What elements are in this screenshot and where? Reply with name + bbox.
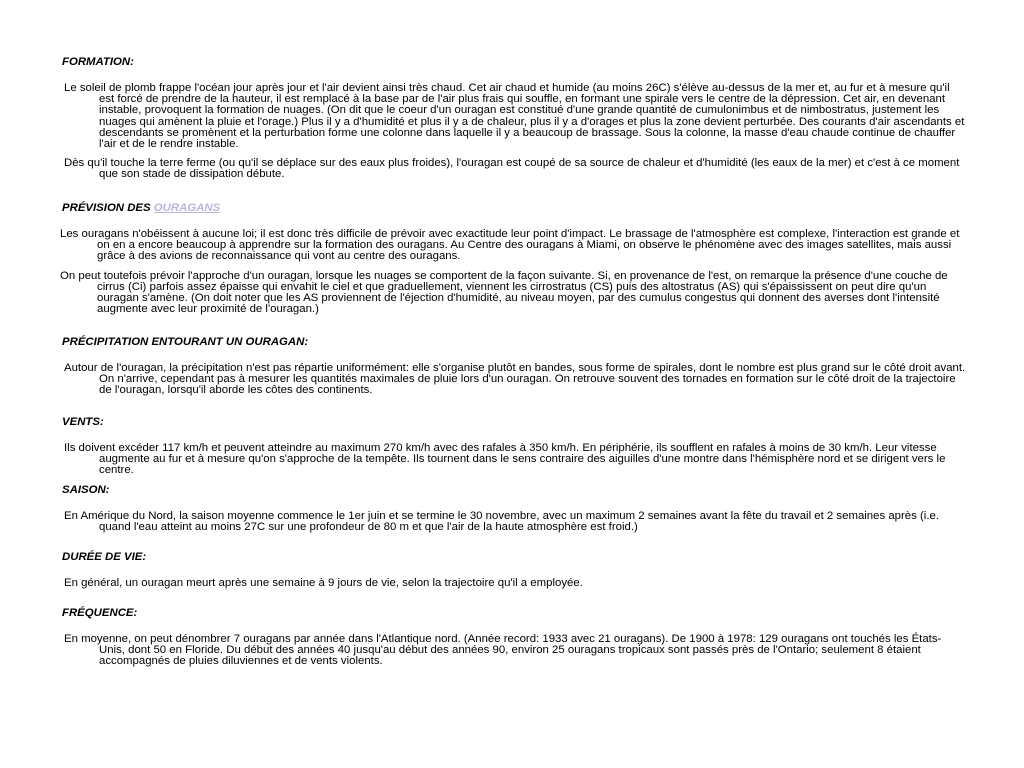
paragraph: En général, un ouragan meurt après une semaine à 9 jours de vie, selon la trajectoire qu'il a employée. [64,577,583,589]
section-vents [62,416,967,485]
paragraph: Le soleil de plomb frappe l'océan jour après jour et l'air devient ainsi très chaud. Cet air chaud et humide (au moins 26C) s'élève au-dessus de la mer et, au fur et à mesure qu'il est forcé de prendre de la hauteur, il est remplacé à la base par de l'air plus frais qui souffle, en formant une spirale vers le centre de la dépression. Cet air, en devenant instable, provoquent la formation de nuages. (On dit que le coeur d'un ouragan est constitué d'une grande quantité de cumulonimbus et de nimbostratus, justement les nuages qui amènent la pluie et l'orage.) Plus il y a d'humidité et plus il y a de chaleur, plus il y a d'orages et plus la zone devient perturbée. Des courants d'air ascendants et descendants se promènent et la perturbation forme une colonne dans laquelle il y a beaucoup de brassage. Sous la colonne, la masse d'eau chaude continue de chauffer l'air et de le rendre instable. [64,82,965,151]
section-precipitation [62,336,967,405]
paragraph: En moyenne, on peut dénombrer 7 ouragans par année dans l'Atlantique nord. (Année record: 1933 avec 21 ouragans). De 1900 à 1978: 129 ouragans ont touchés les États-Unis, dont 50 en Floride. Du début des années 40 jusqu'au début des années 90, environ 25 ouragans tropicaux sont passés près de l'Ontario; seulement 8 étaient accompagnés de pluies diluviennes et de vents violents. [64,633,942,668]
section-heading: PRÉCIPITATION ENTOURANT UN OURAGAN: [62,336,309,348]
section-heading: VENTS: [62,416,104,428]
section-saison [62,484,967,541]
section-heading: FORMATION: [62,56,134,68]
paragraph: Ils doivent excéder 117 km/h et peuvent atteindre au maximum 270 km/h avec des rafales à 350 km/h. En périphérie, ils soufflent en rafales à moins de 30 km/h. Leur vitesse augmente au fur et à mesure qu'on s'approche de la tempête. Ils tournent dans le sens contraire des aiguilles d'une montre dans l'hémisphère nord et se dirigent vers le centre. [64,442,946,477]
section-heading: DURÉE DE VIE: [62,551,147,563]
section-heading-text: PRÉVISION DES [62,202,151,214]
section-duree-de-vie [62,551,967,597]
paragraph: Autour de l'ouragan, la précipitation n'est pas répartie uniformément: elle s'organise plutôt en bandes, sous forme de spirales, dont le nombre est plus grand sur le côté droit avant. On n'arrive, cependant pas à mesurer les quantités maximales de pluie lors d'un ouragan. On retrouve souvent des tornades en formation sur le côté droit de la trajectoire de l'ouragan, lorsqu'il aborde les côtes des continents. [64,362,966,397]
paragraph: Dès qu'il touche la terre ferme (ou qu'il se déplace sur des eaux plus froides), l'ouragan est coupé de sa source de chaleur et d'humidité (les eaux de la mer) et c'est à ce moment que son stade de dissipation débute. [64,157,960,181]
ouragans-link[interactable]: OURAGANS [153,202,221,214]
section-heading: FRÉQUENCE: [62,607,138,619]
section-frequence [62,607,967,676]
section-prevision [62,202,967,323]
section-formation [62,56,967,189]
section-heading: SAISON: [62,484,110,496]
paragraph: On peut toutefois prévoir l'approche d'un ouragan, lorsque les nuages se comportent de la façon suivante. Si, en provenance de l'est, on remarque la présence d'une couche de cirrus (Ci) parfois assez épaisse qui envahit le ciel et que graduellement, viennent les cirrostratus (CS) puis des altostratus (AS) qui s'épaississent on peut dire qu'un ouragan s'amène. (On doit noter que les AS proviennent de l'éjection d'humidité, au niveau moyen, par des cumulus congestus qui donnent des averses dont l'intensité augmente avec leur proximité de l'ouragan.) [60,269,948,316]
paragraph: Les ouragans n'obéissent à aucune loi; il est donc très difficile de prévoir avec exactitude leur point d'impact. Le brassage de l'atmosphère est complexe, l'interaction est grande et on en a encore beaucoup à apprendre sur la formation des ouragans. Au Centre des ouragans à Miami, on observe le phénomène avec des images satellites, mais aussi grâce à des avions de reconnaissance qui vont au centre des ouragans. [60,228,960,263]
section-heading [62,202,967,215]
paragraph: En Amérique du Nord, la saison moyenne commence le 1er juin et se termine le 30 novembre, avec un maximum 2 semaines avant la fête du travail et 2 semaines après (i.e. quand l'eau atteint au moins 27C sur une profondeur de 80 m et que l'air de la haute atmosphère est froid.) [64,510,939,534]
